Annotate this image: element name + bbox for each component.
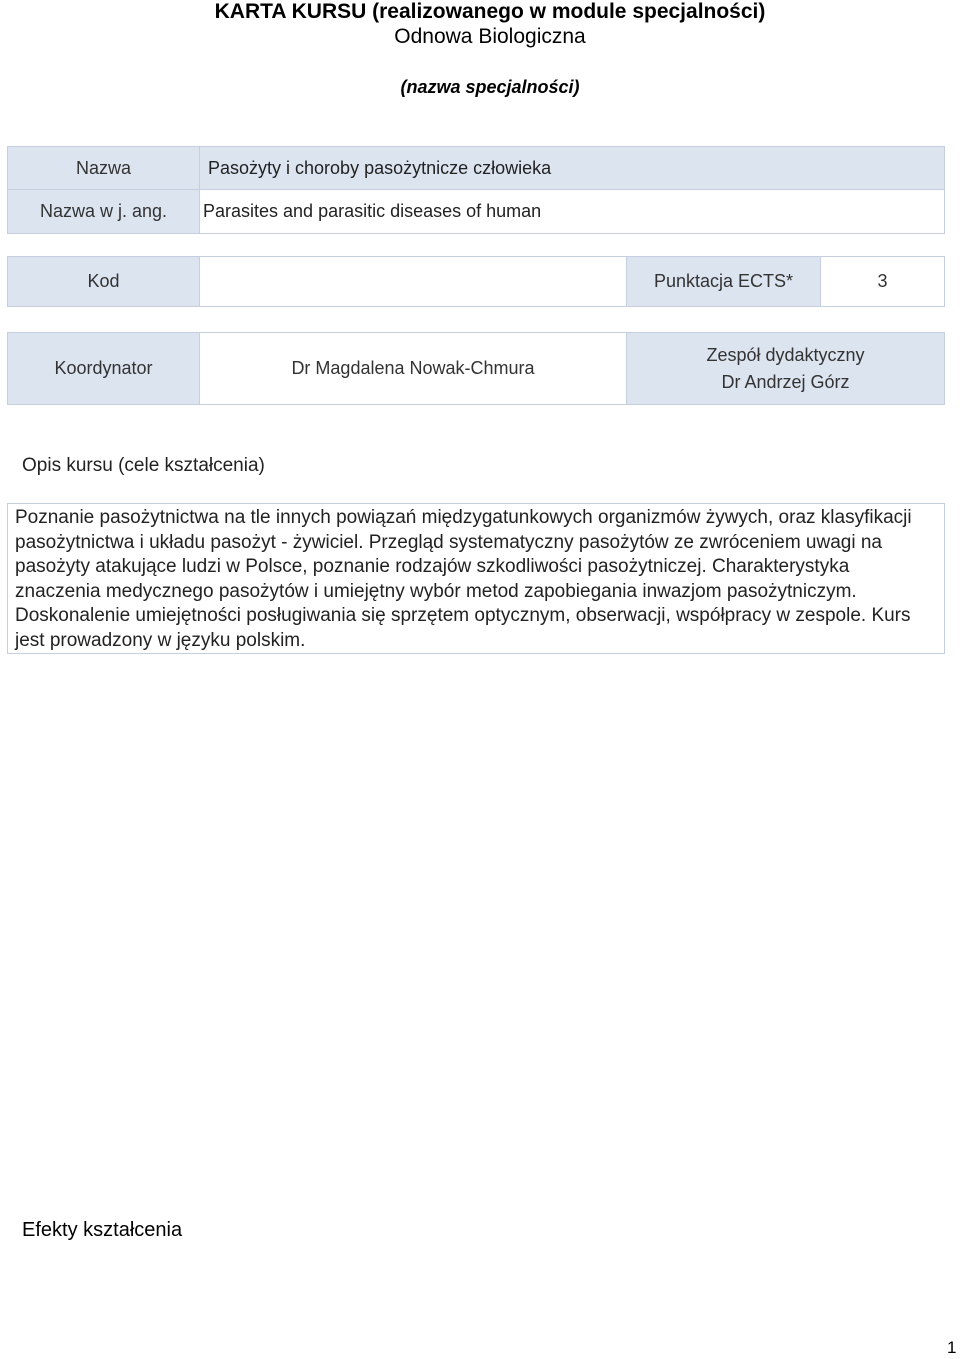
name-label: Nazwa	[7, 146, 200, 190]
card-title: KARTA KURSU (realizowanego w module specjalności)	[214, 0, 766, 23]
coordinator-value: Dr Magdalena Nowak-Chmura	[199, 332, 627, 405]
specialty-name: Odnowa Biologiczna	[394, 25, 586, 48]
coordinator-label: Koordynator	[7, 332, 200, 405]
description-text: Poznanie pasożytnictwa na tle innych powiązań międzygatunkowych organizmów żywych, oraz klasyfikacji pasożytnictwa i układu pasożyt - żywiciel. Przegląd systematyczny pasożytów ze zwróceniem uwagi na pasożyty atakujące ludzi w Polsce, poznanie rodzajów szkodliwości pasożytniczej. Charakterystyka znaczenia medycznego pasożytów i umiejętny wybór metod zapobiegania inwazjom pasożytniczym. Doskonalenie umiejętności posługiwania się sprzętem optycznym, obserwacji, współpracy w zespole. Kurs jest prowadzony w języku polskim.	[7, 503, 945, 654]
code-label: Kod	[7, 256, 200, 307]
name-en-label: Nazwa w j. ang.	[7, 189, 200, 234]
ects-value: 3	[820, 256, 945, 307]
outcomes-label: Efekty kształcenia	[22, 1219, 183, 1241]
ects-label: Punktacja ECTS*	[626, 256, 821, 307]
page-number: 1	[947, 1338, 957, 1357]
team-cell	[626, 332, 945, 405]
course-name-en-value: Parasites and parasitic diseases of human	[199, 189, 945, 234]
code-value	[199, 256, 627, 307]
specialty-note: (nazwa specjalności)	[400, 77, 580, 97]
description-label: Opis kursu (cele kształcenia)	[22, 455, 265, 476]
team-value: Dr Andrzej Górz	[721, 371, 850, 392]
course-name-value: Pasożyty i choroby pasożytnicze człowieka	[199, 146, 945, 190]
team-label: Zespół dydaktyczny	[706, 344, 865, 365]
